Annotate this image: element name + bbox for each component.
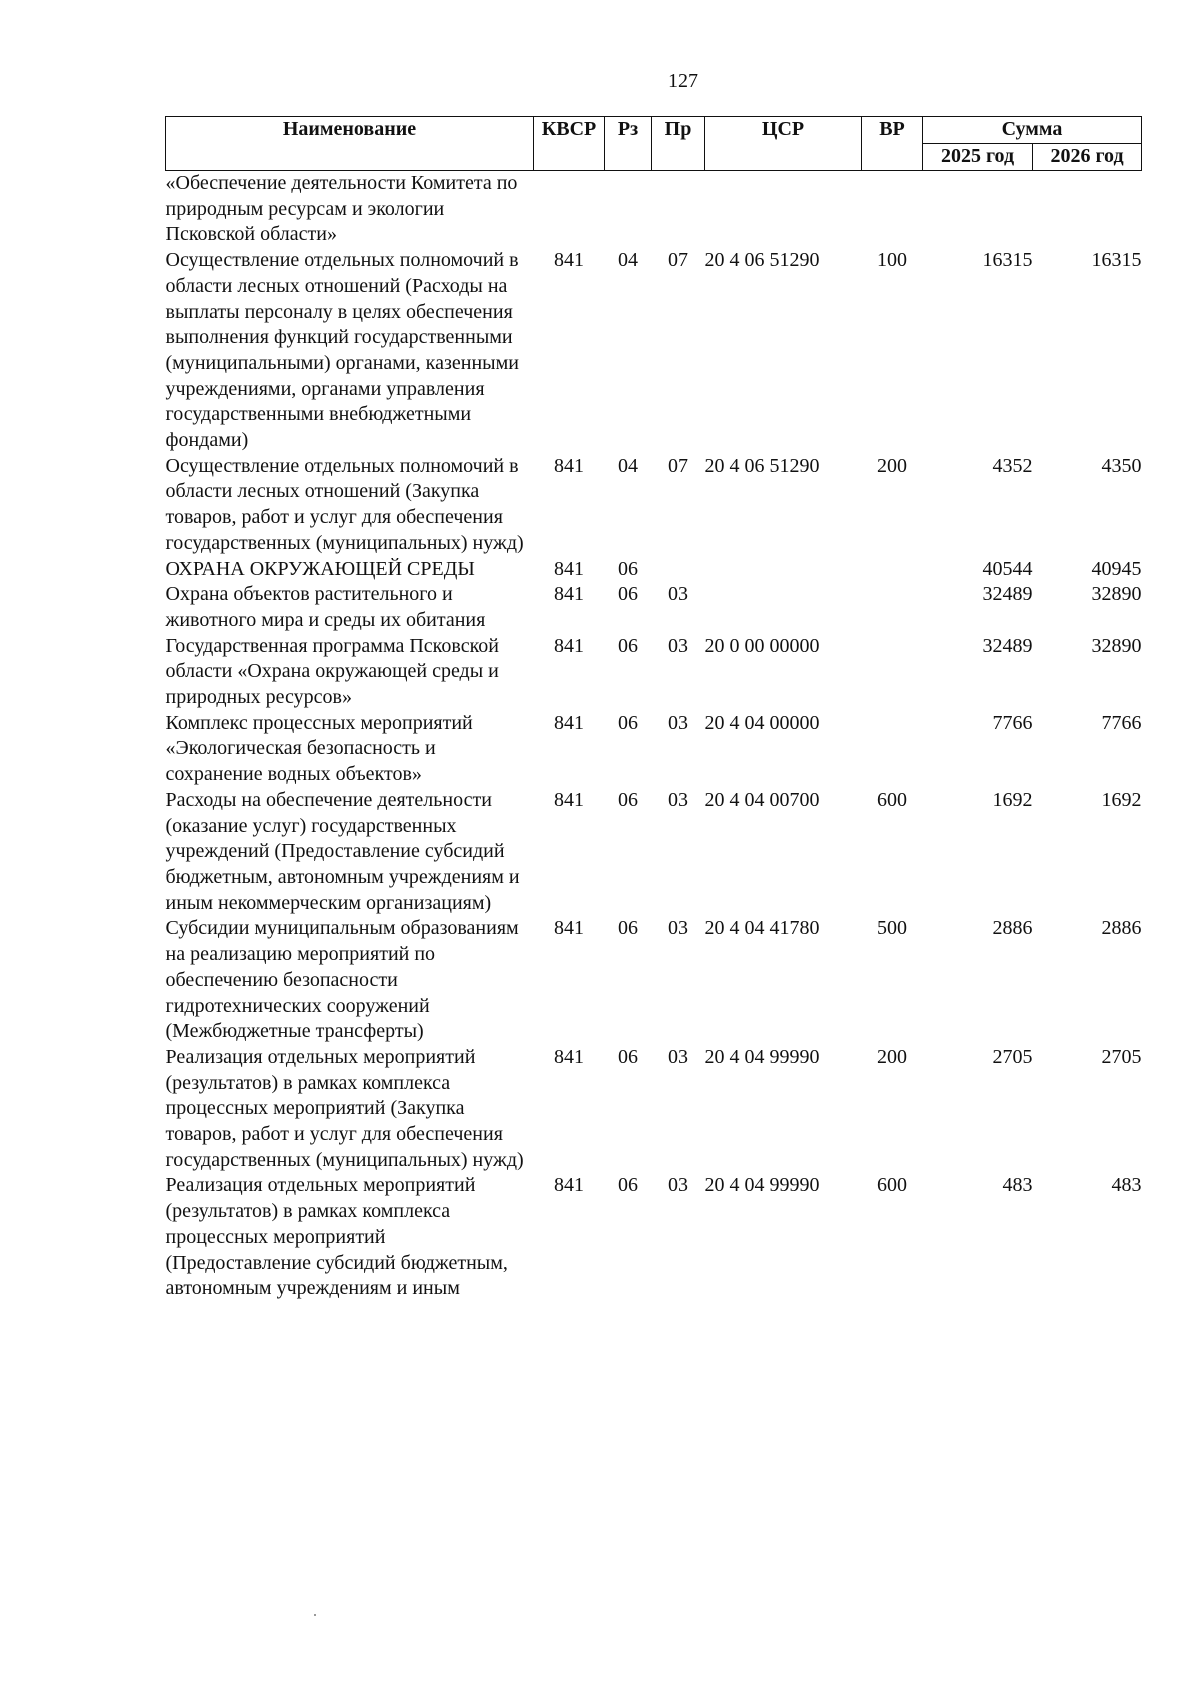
row-kvsr: 841 [554,1174,584,1197]
row-kvsr: 841 [554,583,584,606]
row-name: Реализация отдельных мероприятий (результатов) в рамках комплекса процессных мероприятий (Предоставление субсидий бюджетным, автономным учреждениям и иным [165,1174,508,1300]
table-row [166,454,1142,557]
row-name: Субсидии муниципальным образованиям на реализацию мероприятий по обеспечению безопасности гидротехнических сооружений (Межбюджетные трансферты) [165,917,519,1043]
row-name: Комплекс процессных мероприятий «Экологическая безопасность и сохранение водных объектов» [165,711,473,786]
row-rz: 04 [618,249,638,272]
row-rz: 06 [618,1174,638,1197]
row-rz: 06 [618,917,638,940]
row-sum-2026: 16315 [1091,249,1142,272]
row-kvsr: 841 [554,634,584,657]
row-csr: 20 4 04 99990 [704,1174,820,1197]
row-rz: 06 [618,1045,638,1068]
row-name: ОХРАНА ОКРУЖАЮЩЕЙ СРЕДЫ [165,557,475,580]
header-sum: Сумма [923,117,1142,144]
row-rz: 04 [618,454,638,477]
row-pr [652,171,705,249]
row-csr [705,582,862,633]
row-sum-2025: 16315 [982,249,1033,272]
row-pr: 03 [668,1174,688,1197]
row-pr: 03 [668,1045,688,1068]
row-vr [862,634,923,711]
header-pr: Пр [652,117,705,171]
header-name: Наименование [166,117,534,171]
row-vr: 500 [877,917,907,940]
header-rz: Рз [605,117,652,171]
row-name: Охрана объектов растительного и животного мира и среды их обитания [165,583,486,631]
row-pr: 07 [668,249,688,272]
table-row [166,557,1142,583]
row-csr: 20 4 04 00700 [704,788,820,811]
row-name: Осуществление отдельных полномочий в области лесных отношений (Закупка товаров, работ и услуг для обеспечения государственных (муниципальных) нужд) [165,454,524,554]
row-sum-2025: 1692 [992,788,1033,811]
row-vr: 600 [877,788,907,811]
row-sum-2026: 32890 [1091,634,1142,657]
row-pr: 03 [668,917,688,940]
row-sum-2026: 4350 [1101,454,1142,477]
table-row [166,788,1142,917]
row-vr [862,582,923,633]
row-sum-2026: 40945 [1091,557,1142,580]
row-sum-2025: 2705 [992,1045,1033,1068]
row-sum-2026: 2886 [1101,917,1142,940]
row-csr [705,171,862,249]
row-csr: 20 4 04 41780 [704,917,820,940]
row-pr: 03 [668,711,688,734]
row-sum-2025: 483 [1002,1174,1033,1197]
row-csr: 20 4 06 51290 [704,454,820,477]
page-number: 127 [668,70,698,92]
row-csr: 20 0 00 00000 [704,634,820,657]
row-rz [605,171,652,249]
row-name: Реализация отдельных мероприятий (результатов) в рамках комплекса процессных мероприятий (Закупка товаров, работ и услуг для обеспечения государственных (муниципальных) нужд) [165,1045,524,1171]
row-vr [862,711,923,788]
row-kvsr: 841 [554,917,584,940]
header-year-2025: 2025 год [923,144,1033,171]
row-sum-2025: 2886 [992,917,1033,940]
row-pr: 03 [668,634,688,657]
row-csr [705,557,862,583]
table-row [166,171,1142,249]
row-name: Осуществление отдельных полномочий в области лесных отношений (Расходы на выплаты персоналу в целях обеспечения выполнения функций государственными (муниципальными) органами, казенными учреждениями, органами управления государственными внебюджетными фондами) [165,249,519,452]
row-rz: 06 [618,634,638,657]
header-year-2026: 2026 год [1033,144,1142,171]
header-kvsr: КВСР [534,117,605,171]
row-sum-2025: 32489 [982,583,1033,606]
scan-speck [314,1614,316,1616]
row-vr: 200 [877,454,907,477]
row-kvsr: 841 [554,454,584,477]
row-vr [862,557,923,583]
row-pr: 03 [668,583,688,606]
row-name: «Обеспечение деятельности Комитета по природным ресурсам и экологии Псковской области» [165,172,518,246]
header-vr: ВР [862,117,923,171]
row-sum-2025: 7766 [992,711,1033,734]
row-sum-2025 [923,171,1033,249]
row-pr: 03 [668,788,688,811]
row-kvsr: 841 [554,788,584,811]
row-vr: 600 [877,1174,907,1197]
row-sum-2025: 4352 [992,454,1033,477]
table-row [166,1173,1142,1302]
row-rz: 06 [618,711,638,734]
table-row [166,634,1142,711]
row-sum-2025: 32489 [982,634,1033,657]
row-kvsr: 841 [554,249,584,272]
row-name: Государственная программа Псковской области «Охрана окружающей среды и природных ресурсов» [165,634,499,709]
row-csr: 20 4 04 99990 [704,1045,820,1068]
table-body [166,171,1142,1302]
row-vr: 200 [877,1045,907,1068]
row-sum-2026: 1692 [1101,788,1142,811]
row-sum-2026: 32890 [1091,583,1142,606]
table-row [166,711,1142,788]
row-sum-2025: 40544 [982,557,1033,580]
row-csr: 20 4 06 51290 [704,249,820,272]
row-sum-2026: 483 [1111,1174,1142,1197]
row-kvsr: 841 [554,557,584,580]
table-header [166,117,1142,171]
row-rz: 06 [618,788,638,811]
row-pr [652,557,705,583]
row-sum-2026: 2705 [1101,1045,1142,1068]
row-pr: 07 [668,454,688,477]
row-vr: 100 [877,249,907,272]
table-row [166,248,1142,454]
table-row [166,1045,1142,1174]
row-vr [862,171,923,249]
table-row [166,582,1142,633]
row-sum-2026: 7766 [1101,711,1142,734]
row-name: Расходы на обеспечение деятельности (оказание услуг) государственных учреждений (Предоставление субсидий бюджетным, автономным учреждениям и иным некоммерческим организациям) [165,788,520,914]
row-kvsr: 841 [554,1045,584,1068]
row-kvsr: 841 [554,711,584,734]
row-kvsr [534,171,605,249]
row-rz: 06 [618,557,638,580]
header-csr: ЦСР [705,117,862,171]
row-csr: 20 4 04 00000 [704,711,820,734]
budget-table [165,116,1142,1302]
table-row [166,916,1142,1045]
row-sum-2026 [1033,171,1142,249]
row-rz: 06 [618,583,638,606]
